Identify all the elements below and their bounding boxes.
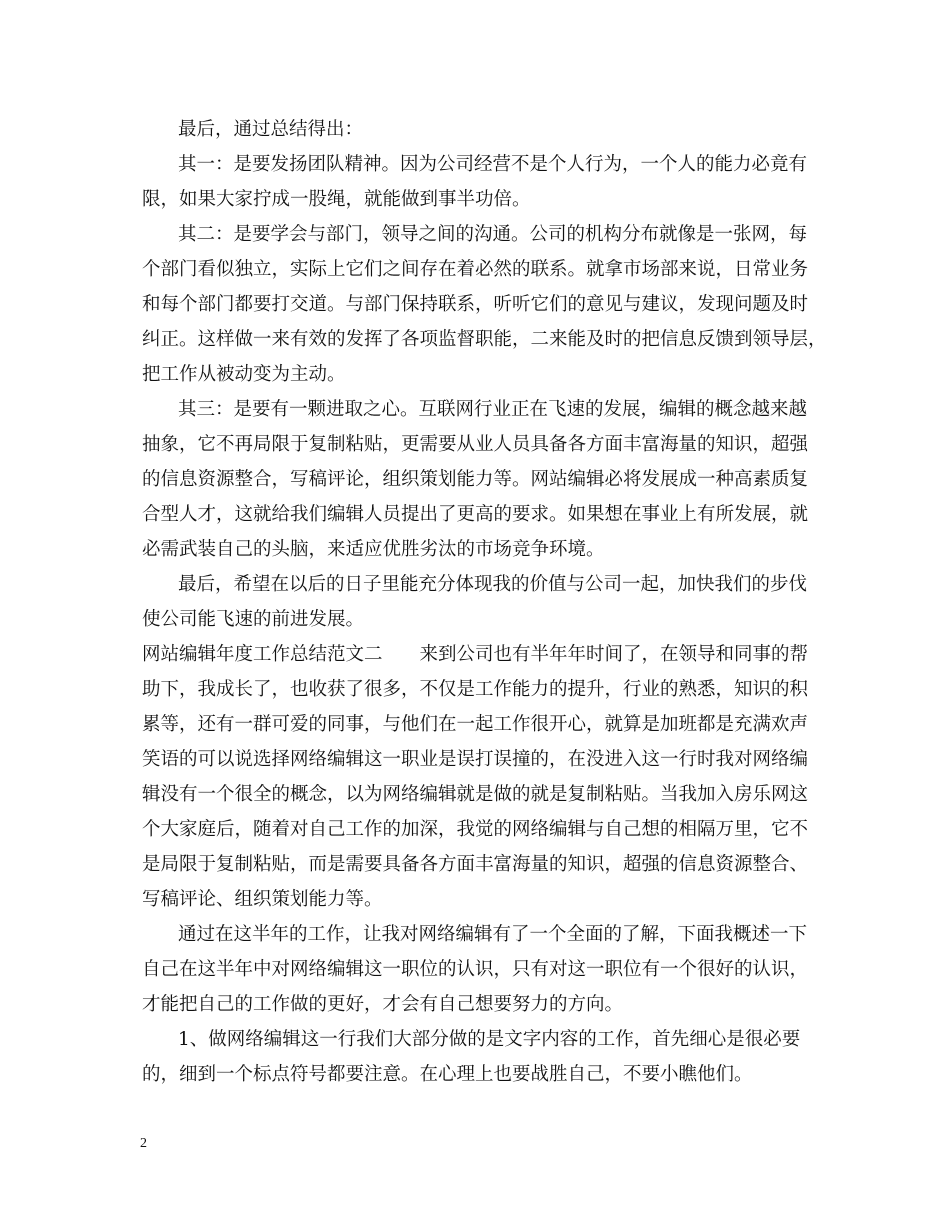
text-line: 个部门看似独立，实际上它们之间存在着必然的联系。就拿市场部来说，日常业务 bbox=[142, 259, 809, 280]
page-number: 2 bbox=[140, 1136, 147, 1151]
text-line: 助下，我成长了，也收获了很多，不仅是工作能力的提升，行业的熟悉，知识的积 bbox=[142, 679, 809, 700]
text-line: 抽象，它不再局限于复制粘贴，更需要从业人员具备各方面丰富海量的知识，超强 bbox=[142, 434, 809, 455]
section-heading-line: 网站编辑年度工作总结范文二 来到公司也有半年年时间了，在领导和同事的帮 bbox=[142, 644, 809, 665]
text-line: 其一：是要发扬团队精神。因为公司经营不是个人行为，一个人的能力必竟有 bbox=[178, 154, 808, 175]
text-line: 1、做网络编辑这一行我们大部分做的是文字内容的工作，首先细心是很必要 bbox=[178, 1029, 801, 1050]
text-line: 个大家庭后，随着对自己工作的加深，我觉的网络编辑与自己想的相隔万里，它不 bbox=[142, 819, 809, 840]
text-line: 才能把自己的工作做的更好，才会有自己想要努力的方向。 bbox=[142, 994, 624, 1015]
text-line: 把工作从被动变为主动。 bbox=[142, 364, 346, 385]
text-line: 最后，希望在以后的日子里能充分体现我的价值与公司一起，加快我们的步伐 bbox=[178, 574, 808, 595]
text-line: 必需武装自己的头脑，来适应优胜劣汰的市场竞争环境。 bbox=[142, 539, 605, 560]
text-line: 笑语的可以说选择网络编辑这一职业是误打误撞的，在没进入这一行时我对网络编 bbox=[142, 749, 809, 770]
text-line: 的，细到一个标点符号都要注意。在心理上也要战胜自己，不要小瞧他们。 bbox=[142, 1064, 753, 1085]
text-line: 写稿评论、组织策划能力等。 bbox=[142, 889, 383, 910]
text-line: 辑没有一个很全的概念，以为网络编辑就是做的就是复制粘贴。当我加入房乐网这 bbox=[142, 784, 809, 805]
text-line: 其三：是要有一颗进取之心。互联网行业正在飞速的发展，编辑的概念越来越 bbox=[178, 399, 808, 420]
text-line: 合型人才，这就给我们编辑人员提出了更高的要求。如果想在事业上有所发展，就 bbox=[142, 504, 809, 525]
text-line: 纠正。这样做一来有效的发挥了各项监督职能，二来能及时的把信息反馈到领导层， bbox=[142, 329, 827, 350]
text-line: 其二：是要学会与部门，领导之间的沟通。公司的机构分布就像是一张网，每 bbox=[178, 224, 808, 245]
text-line: 是局限于复制粘贴，而是需要具备各方面丰富海量的知识，超强的信息资源整合、 bbox=[142, 854, 809, 875]
text-line: 通过在这半年的工作，让我对网络编辑有了一个全面的了解，下面我概述一下 bbox=[178, 924, 808, 945]
text-line: 的信息资源整合，写稿评论，组织策划能力等。网站编辑必将发展成一种高素质复 bbox=[142, 469, 809, 490]
text-line: 和每个部门都要打交道。与部门保持联系，听听它们的意见与建议，发现问题及时 bbox=[142, 294, 809, 315]
text-line: 最后，通过总结得出： bbox=[178, 119, 364, 140]
text-line: 自己在这半年中对网络编辑这一职位的认识，只有对这一职位有一个很好的认识， bbox=[142, 959, 809, 980]
text-line: 使公司能飞速的前进发展。 bbox=[142, 609, 365, 630]
text-line: 累等，还有一群可爱的同事，与他们在一起工作很开心，就算是加班都是充满欢声 bbox=[142, 714, 809, 735]
text-line: 限，如果大家拧成一股绳，就能做到事半功倍。 bbox=[142, 189, 531, 210]
